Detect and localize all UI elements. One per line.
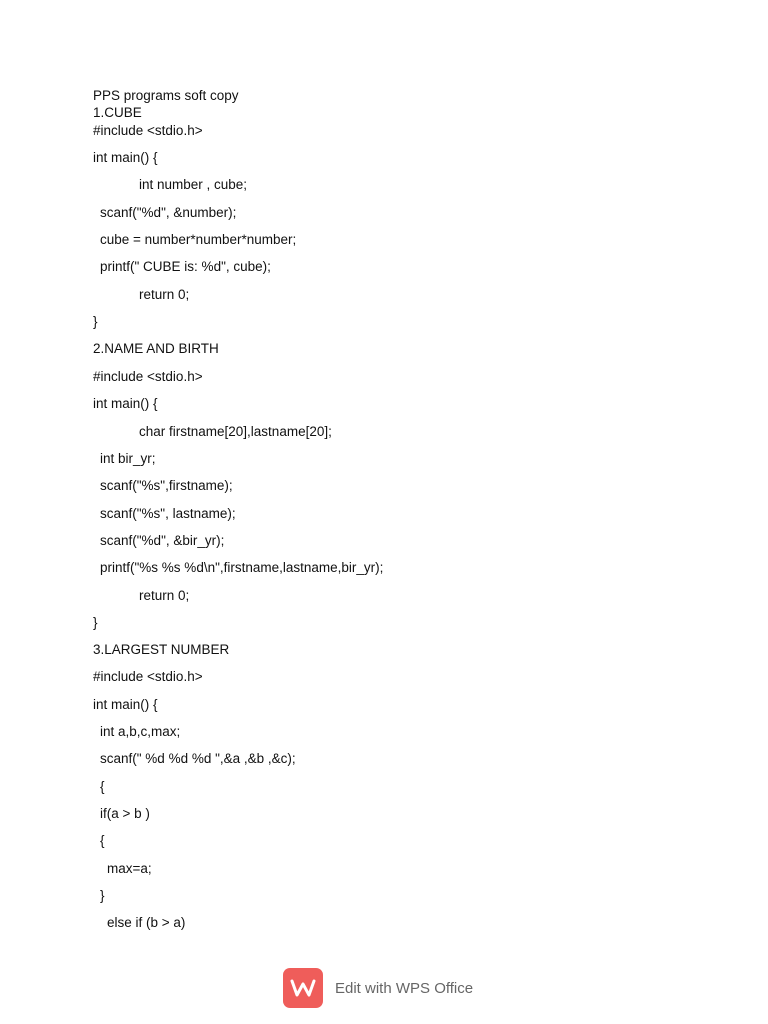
section-heading-largest-number: 3.LARGEST NUMBER	[93, 642, 230, 657]
code-line: int bir_yr;	[100, 451, 156, 466]
code-line: {	[100, 833, 105, 848]
code-line: #include <stdio.h>	[93, 123, 203, 138]
code-line: #include <stdio.h>	[93, 669, 203, 684]
code-line: scanf("%d", &bir_yr);	[100, 533, 225, 548]
edit-with-wps-badge[interactable]	[283, 968, 473, 1008]
code-line: scanf("%d", &number);	[100, 205, 237, 220]
section-heading-name-and-birth: 2.NAME AND BIRTH	[93, 341, 219, 356]
code-line: char firstname[20],lastname[20];	[139, 424, 332, 439]
code-line: else if (b > a)	[107, 915, 186, 930]
code-line: return 0;	[139, 287, 190, 302]
code-line: cube = number*number*number;	[100, 232, 297, 247]
code-line: return 0;	[139, 588, 190, 603]
wps-logo-mark	[290, 978, 316, 998]
code-line: printf(" CUBE is: %d", cube);	[100, 259, 271, 274]
code-line: scanf(" %d %d %d ",&a ,&b ,&c);	[100, 751, 296, 766]
wps-logo-icon	[283, 968, 323, 1008]
code-line: }	[93, 314, 98, 329]
document-title: PPS programs soft copy	[93, 88, 239, 103]
code-line: #include <stdio.h>	[93, 369, 203, 384]
code-line: if(a > b )	[100, 806, 150, 821]
code-line: scanf("%s", lastname);	[100, 506, 236, 521]
code-line: int a,b,c,max;	[100, 724, 181, 739]
section-heading-cube: 1.CUBE	[93, 105, 142, 120]
code-line: int number , cube;	[139, 177, 248, 192]
code-line: }	[100, 888, 105, 903]
code-line: int main() {	[93, 697, 158, 712]
code-line: }	[93, 615, 98, 630]
wps-badge-label: Edit with WPS Office	[335, 979, 474, 997]
code-line: printf("%s %s %d\n",firstname,lastname,bir_yr);	[100, 560, 384, 575]
code-line: {	[100, 779, 105, 794]
code-line: scanf("%s",firstname);	[100, 478, 233, 493]
code-line: int main() {	[93, 396, 158, 411]
code-line: max=a;	[107, 861, 152, 876]
code-line: int main() {	[93, 150, 158, 165]
